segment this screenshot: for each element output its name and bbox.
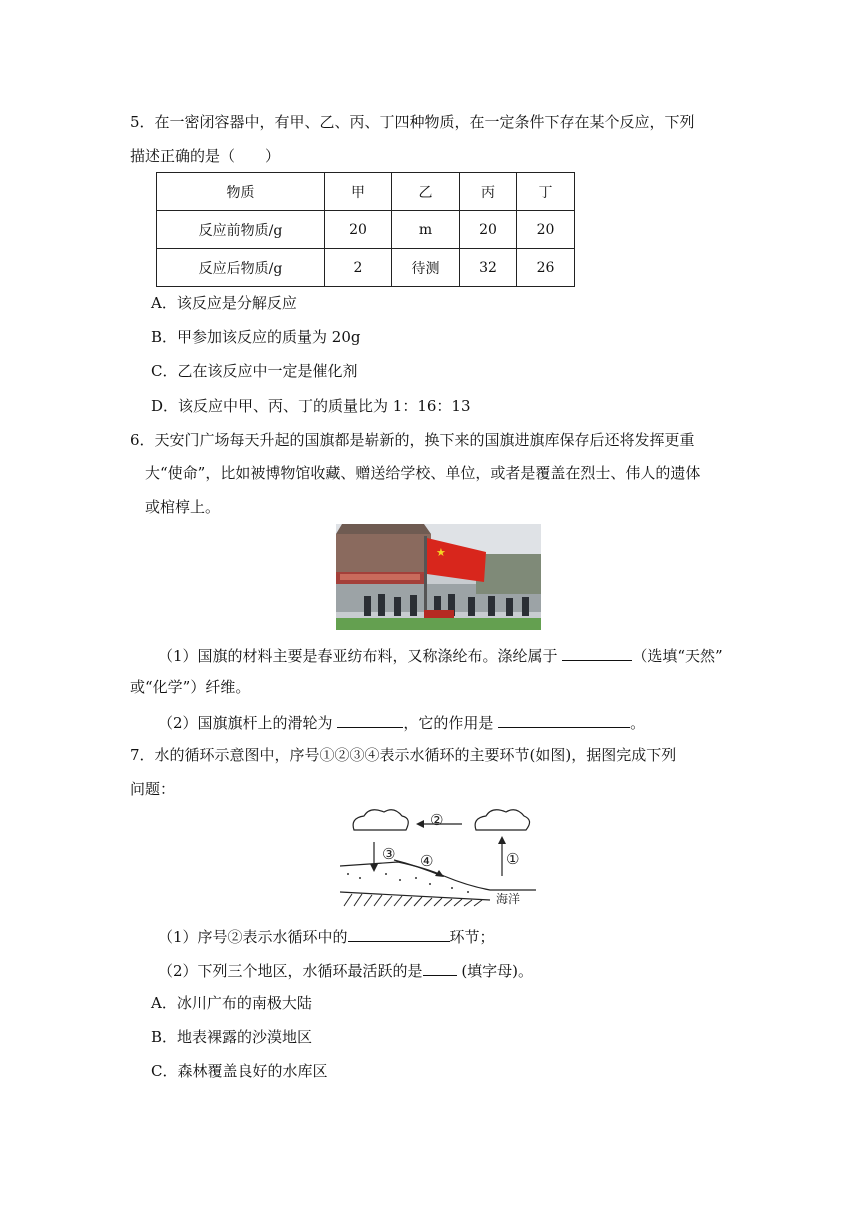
table-cell: 2	[325, 249, 392, 287]
cloud-right	[475, 810, 529, 830]
label-3: ③	[382, 845, 396, 863]
q7-part2-text-b: (填字母)。	[456, 962, 534, 980]
q5-option-b: B．甲参加该反应的质量为 20g	[151, 328, 361, 346]
q5-stem-line1: 5．在一密闭容器中，有甲、乙、丙、丁四种物质，在一定条件下存在某个反应，下列	[130, 113, 695, 131]
ocean-label: 海洋	[496, 892, 521, 906]
table-row	[157, 249, 575, 287]
table-header-cell: 乙	[392, 173, 460, 211]
q5-stem-line2: 描述正确的是（ ）	[130, 147, 281, 165]
q5-option-a: A．该反应是分解反应	[151, 294, 297, 312]
table-cell: 26	[517, 249, 575, 287]
q5-data-table	[156, 172, 575, 287]
q6-stem-line3: 或棺椁上。	[145, 498, 221, 516]
cloud-left	[353, 810, 408, 830]
answer-blank[interactable]	[337, 711, 403, 728]
label-4: ④	[420, 852, 434, 870]
table-header-cell: 丁	[517, 173, 575, 211]
q6-stem-line1: 6．天安门广场每天升起的国旗都是崭新的，换下来的国旗进旗库保存后还将发挥更重	[130, 431, 695, 449]
table-cell: 32	[460, 249, 517, 287]
label-2: ②	[430, 811, 444, 829]
table-cell: 反应前物质/g	[157, 211, 325, 249]
q7-option-c: C．森林覆盖良好的水库区	[151, 1062, 328, 1080]
ground-line	[340, 892, 490, 900]
table-row	[157, 211, 575, 249]
q7-stem-line2: 问题：	[130, 780, 176, 798]
answer-blank[interactable]	[562, 644, 632, 661]
q7-stem-line1: 7．水的循环示意图中，序号①②③④表示水循环的主要环节(如图)，据图完成下列	[130, 746, 677, 764]
q6-part1-line1	[158, 644, 723, 666]
label-1: ①	[506, 850, 520, 868]
table-cell: 20	[460, 211, 517, 249]
answer-blank[interactable]	[498, 711, 630, 728]
table-cell: 待测	[392, 249, 460, 287]
table-cell: 反应后物质/g	[157, 249, 325, 287]
table-cell: 20	[325, 211, 392, 249]
table-header-cell: 物质	[157, 173, 325, 211]
answer-blank[interactable]	[348, 925, 450, 942]
q7-part1-line	[158, 925, 495, 947]
q6-part2-text-c: 。	[630, 714, 646, 732]
table-header-cell: 丙	[460, 173, 517, 211]
q6-part2-line	[158, 711, 645, 733]
q7-part2-line	[158, 959, 533, 981]
q7-option-a: A．冰川广布的南极大陆	[151, 994, 312, 1012]
q7-part1-text-b: 环节；	[449, 928, 495, 946]
q6-stem-line2: 大“使命”，比如被博物馆收藏、赠送给学校、单位，或者是覆盖在烈士、伟人的遗体	[145, 464, 701, 482]
table-header-row	[157, 173, 575, 211]
q7-part2-text-a: （2）下列三个地区，水循环最活跃的是	[158, 962, 423, 980]
flag-raising-photo	[336, 524, 541, 630]
svg-text:★: ★	[436, 546, 446, 559]
water-cycle-diagram	[340, 804, 536, 912]
q6-part1-line2: 或“化学”）纤维。	[130, 678, 251, 696]
table-cell: m	[392, 211, 460, 249]
table-cell: 20	[517, 211, 575, 249]
q6-part1-text-a: （1）国旗的材料主要是春亚纺布料，又称涤纶布。涤纶属于	[158, 647, 563, 665]
q6-part2-text-b: ，它的作用是	[403, 714, 499, 732]
table-header-cell: 甲	[325, 173, 392, 211]
answer-blank[interactable]	[423, 959, 457, 976]
q5-option-d: D．该反应中甲、丙、丁的质量比为 1：16：13	[151, 397, 471, 415]
q7-part1-text-a: （1）序号②表示水循环中的	[158, 928, 348, 946]
q5-option-c: C．乙在该反应中一定是催化剂	[151, 362, 358, 380]
q6-part1-text-b: （选填“天然”	[632, 647, 723, 665]
q6-part2-text-a: （2）国旗旗杆上的滑轮为	[158, 714, 338, 732]
q7-option-b: B．地表裸露的沙漠地区	[151, 1028, 313, 1046]
